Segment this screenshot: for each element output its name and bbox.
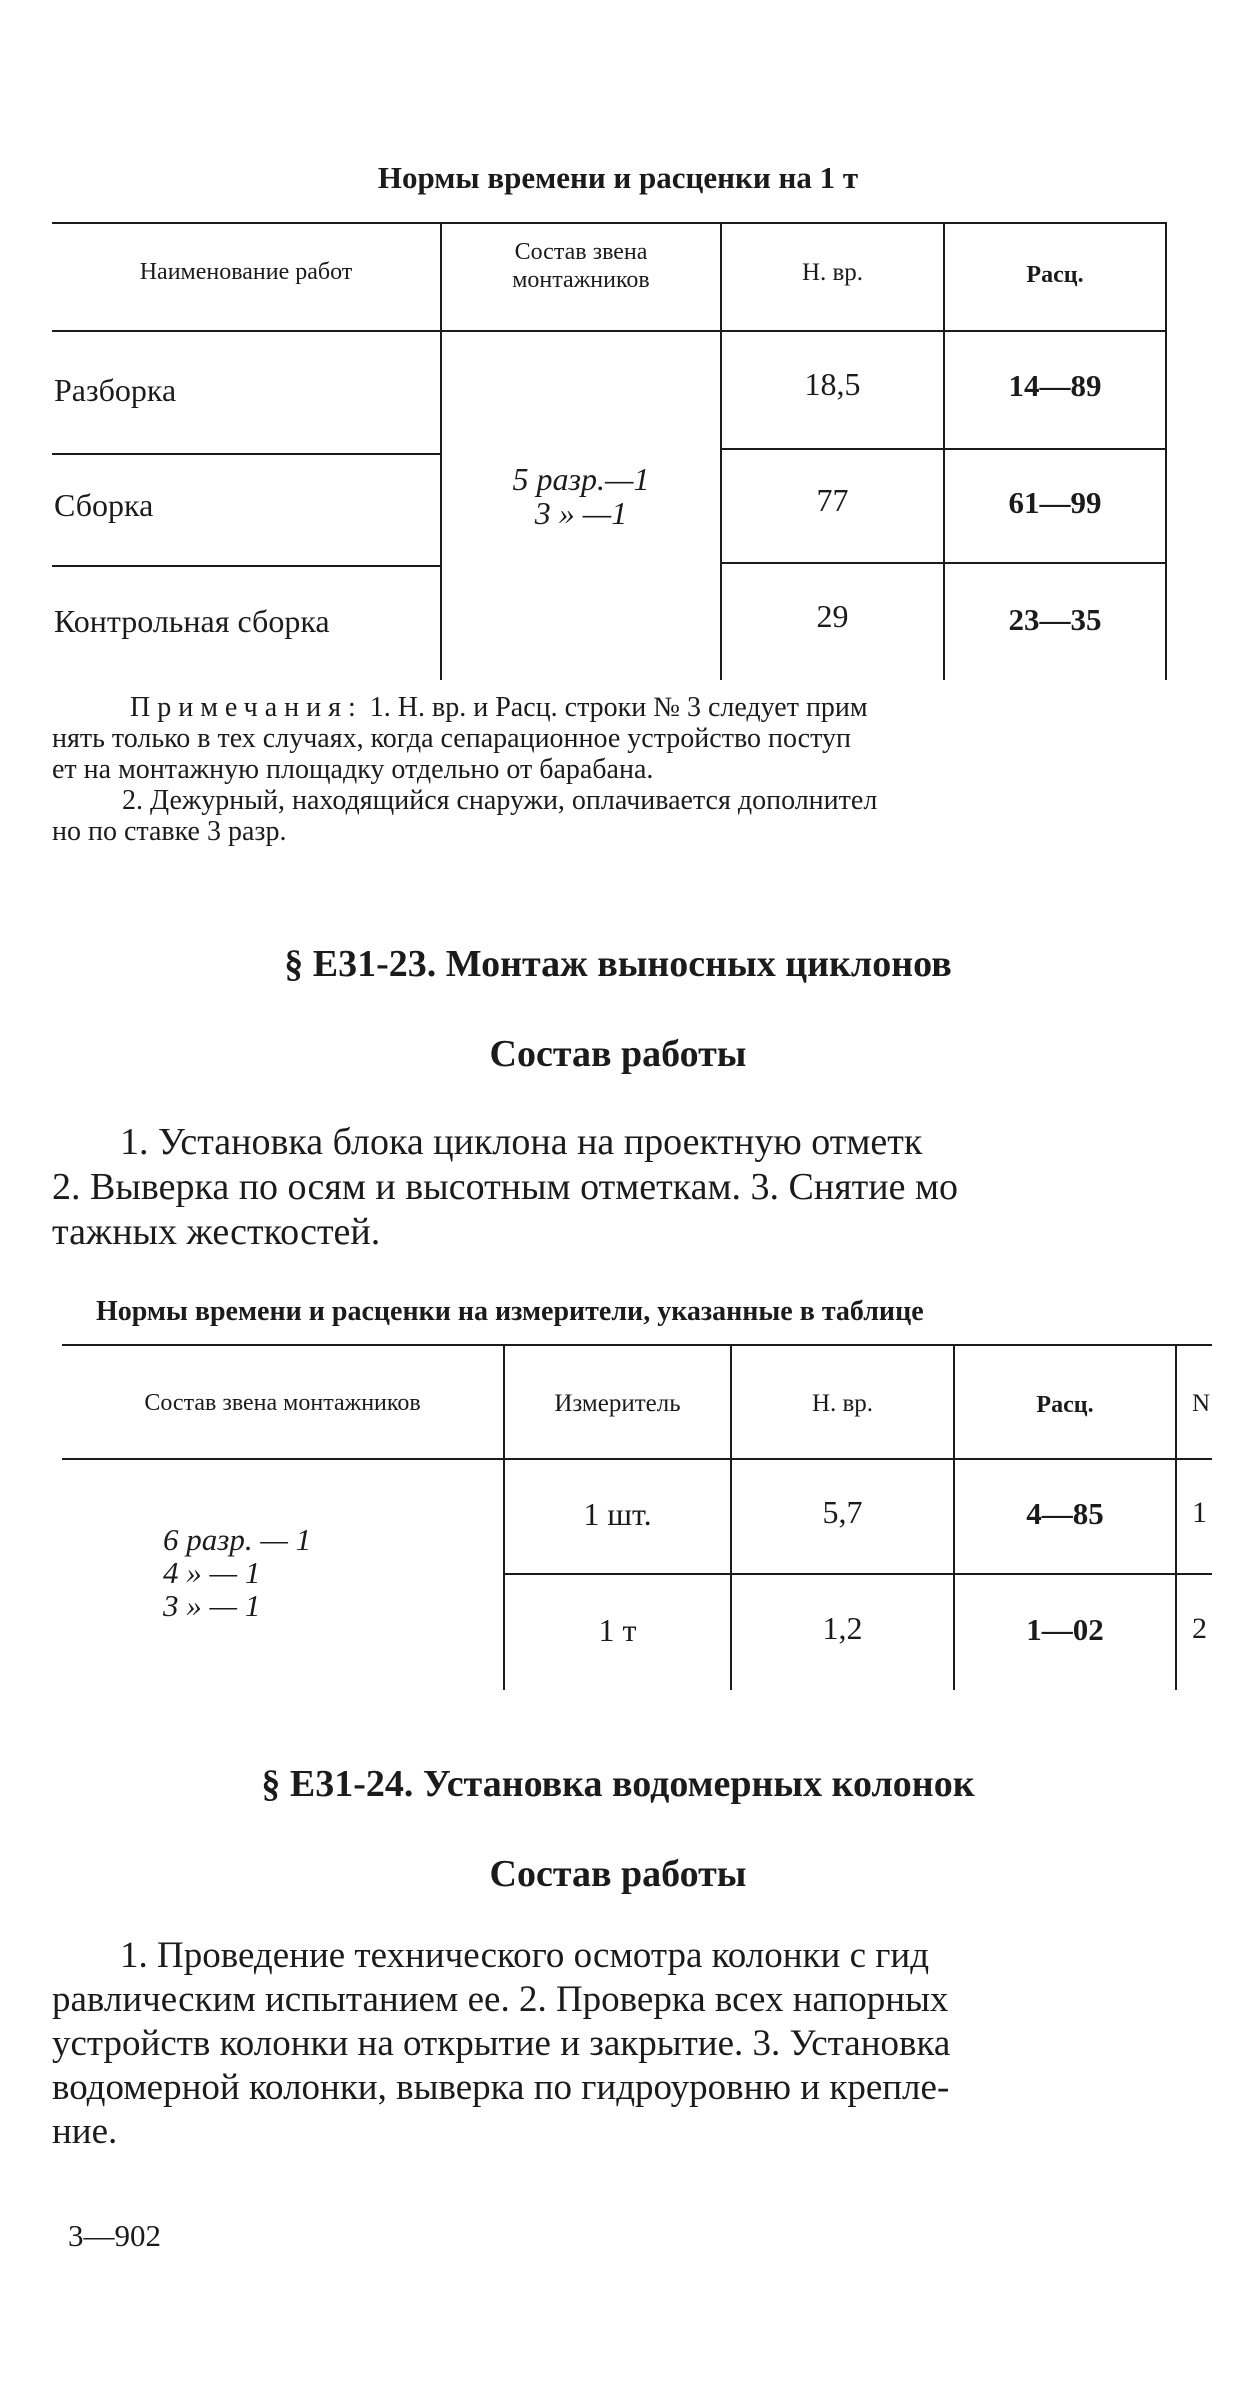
section23-heading: § Е31-23. Монтаж выносных циклонов: [284, 943, 952, 985]
table2-header-hvr: Н. вр.: [811, 1390, 874, 1417]
table1-row-rule: [720, 448, 1165, 450]
section23-subheading: Состав работы: [489, 1033, 747, 1075]
section24-line: равлическим испытанием ее. 2. Проверка всех напорных: [52, 1979, 949, 2020]
table2-num-cell: 1: [1192, 1496, 1207, 1529]
section24-line: водомерной колонки, выверка по гидроуровню и крепле-: [52, 2067, 950, 2108]
section24-subheading: Состав работы: [489, 1853, 747, 1895]
table2-col-divider: [1175, 1344, 1177, 1690]
section24-heading: § Е31-24. Установка водомерных колонок: [261, 1763, 975, 1805]
table2-hvr-cell: 1,2: [822, 1610, 863, 1646]
table2-unit-cell: 1 т: [598, 1612, 637, 1648]
table2-rasc-cell: 1—02: [1026, 1612, 1104, 1647]
notes-line: 1. Н. вр. и Расц. строки № 3 следует прим: [362, 692, 868, 723]
table1-work-cell: Сборка: [54, 487, 154, 523]
notes-line: но по ставке 3 разр.: [52, 816, 287, 847]
table1-row-rule: [720, 562, 1165, 564]
section23-line: тажных жесткостей.: [52, 1211, 381, 1253]
section24-body: [52, 1934, 1192, 2154]
table2-title: Нормы времени и расценки на измерители, указанные в таблице: [96, 1296, 924, 1327]
table2-crew-cell: 6 разр. — 1 4 » — 1 3 » — 1: [163, 1522, 312, 1623]
table1-col-divider: [1165, 222, 1167, 680]
notes-line: нять только в тех случаях, когда сепарационное устройство поступ: [52, 723, 851, 754]
section23-body: [52, 1120, 1192, 1255]
table2-header-unit: Измеритель: [554, 1390, 681, 1417]
table1-header-crew: Состав звена монтажников: [512, 239, 650, 293]
section23-line: 1. Установка блока циклона на проектную отметк: [120, 1121, 923, 1163]
page-mark: 3—902: [68, 2218, 161, 2253]
table2-header-crew: Состав звена монтажников: [144, 1390, 421, 1416]
table2-row-rule: [503, 1573, 1212, 1575]
table2-rasc-cell: 4—85: [1026, 1496, 1104, 1531]
table1-row-rule: [52, 453, 440, 455]
table1-top-rule: [52, 222, 1167, 224]
table1-work-cell: Контрольная сборка: [54, 603, 330, 639]
table2-header-rasc: Расц.: [1036, 1392, 1094, 1418]
table1-title: Нормы времени и расценки на 1 т: [377, 160, 859, 195]
section24-line: 1. Проведение технического осмотра колонки с гид: [120, 1935, 930, 1976]
table1-header-hvr: Н. вр.: [801, 259, 864, 286]
notes-label: Примечания:: [130, 692, 363, 723]
table1-header-rasc: Расц.: [1026, 262, 1084, 288]
table1-hvr-cell: 29: [816, 598, 849, 634]
table2-top-rule: [62, 1344, 1212, 1346]
section23-line: 2. Выверка по осям и высотным отметкам. 3. Снятие мо: [52, 1166, 959, 1208]
notes-line: 2. Дежурный, находящийся снаружи, оплачивается дополнител: [122, 785, 878, 816]
table1-hvr-cell: 77: [816, 482, 849, 518]
table1-row-rule: [52, 565, 440, 567]
table1-crew-cell: 5 разр.—1 3 » —1: [512, 461, 650, 531]
section24-line: ние.: [52, 2111, 118, 2152]
table2-unit-cell: 1 шт.: [583, 1496, 652, 1532]
table1-rasc-cell: 14—89: [1008, 368, 1102, 403]
section24-line: устройств колонки на открытие и закрытие. 3. Установка: [52, 2023, 951, 2064]
table2-hvr-cell: 5,7: [822, 1494, 863, 1530]
notes: [52, 692, 1192, 847]
table1-rasc-cell: 23—35: [1008, 602, 1102, 637]
table1-rasc-cell: 61—99: [1008, 485, 1102, 520]
table2-num-cell: 2: [1192, 1612, 1207, 1645]
notes-line: ет на монтажную площадку отдельно от барабана.: [52, 754, 654, 785]
table1-hvr-cell: 18,5: [804, 366, 861, 402]
table2-header-rule: [62, 1458, 1212, 1460]
table2-header-num: N: [1192, 1390, 1211, 1417]
table1-header-rule: [52, 330, 1167, 332]
table1-work-cell: Разборка: [54, 372, 177, 408]
table1-header-work: Наименование работ: [139, 259, 353, 285]
